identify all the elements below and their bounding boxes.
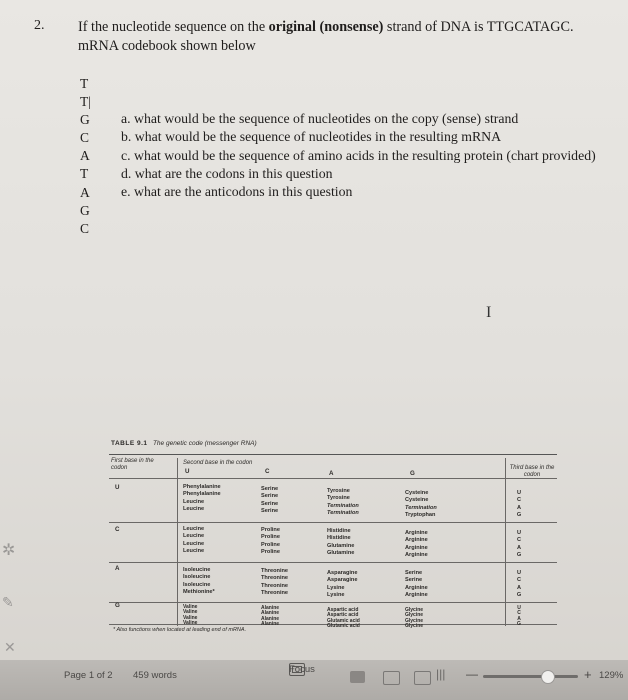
amino-acid: Glycine <box>405 617 424 624</box>
third-base: A <box>516 584 522 591</box>
codon-cell <box>405 530 428 559</box>
amino-acid: Alanine <box>261 620 280 627</box>
amino-acid: Termination <box>327 509 359 516</box>
amino-acid: Histidine <box>327 528 351 534</box>
zoom-slider-thumb[interactable] <box>541 670 555 684</box>
codon-cell <box>261 527 280 556</box>
second-base-a: A <box>329 470 334 477</box>
question-text-suffix: strand of DNA is TTGCATAGC. <box>383 19 574 35</box>
amino-acid: Glutamic acid <box>327 617 360 624</box>
codon-cell <box>327 570 357 599</box>
zoom-level[interactable]: 129% <box>599 670 624 681</box>
amino-acid: Valine <box>183 604 198 610</box>
codon-cell <box>261 606 279 627</box>
third-col-rule <box>505 458 506 626</box>
amino-acid: Termination <box>327 502 359 509</box>
codon-cell <box>183 605 197 626</box>
dna-strand-column <box>80 75 96 238</box>
amino-acid: Threonine <box>261 582 289 589</box>
first-base-header: First base in the codon <box>111 458 154 471</box>
amino-acid: Arginine <box>405 544 428 551</box>
dna-base: T <box>80 166 89 182</box>
dna-base: G <box>80 112 90 128</box>
question-text <box>78 18 618 56</box>
dna-base: A <box>80 148 90 164</box>
third-base-column <box>515 606 523 627</box>
read-mode-view-icon[interactable] <box>383 671 400 685</box>
third-base: C <box>516 537 522 544</box>
question-text-line2: mRNA codebook shown below <box>78 38 256 54</box>
amino-acid: Leucine <box>183 505 205 512</box>
amino-acid: Threonine <box>261 589 289 596</box>
amino-acid: Arginine <box>405 537 428 544</box>
sub-question-a: a. what would be the sequence of nucleotides on the copy (sense) strand <box>121 111 519 126</box>
amino-acid: Arginine <box>405 530 428 536</box>
amino-acid: Proline <box>261 548 280 555</box>
amino-acid: Glycine <box>405 607 424 613</box>
amino-acid: Phenylalanine <box>183 491 221 498</box>
amino-acid: Glutamine <box>327 549 355 556</box>
amino-acid: Histidine <box>327 535 351 542</box>
amino-acid: Serine <box>261 507 279 514</box>
second-base-header: Second base in the codon <box>183 460 253 466</box>
codon-table <box>105 410 575 660</box>
amino-acid: Serine <box>261 486 279 492</box>
amino-acid: Leucine <box>183 526 205 532</box>
amino-acid: Asparagine <box>327 577 358 584</box>
third-base: A <box>516 544 522 551</box>
dna-base: T <box>80 76 89 91</box>
amino-acid: Glycine <box>405 612 424 619</box>
dna-base: C <box>80 220 90 236</box>
table-caption-label: TABLE 9.1 <box>111 440 148 447</box>
amino-acid: Aspartic acid <box>327 612 359 619</box>
margin-cross-icon: ✕ <box>4 640 16 656</box>
amino-acid: Alanine <box>261 605 280 611</box>
third-base: C <box>516 497 522 504</box>
third-base: G <box>516 511 522 518</box>
amino-acid: Alanine <box>261 610 280 617</box>
sub-question-d: d. what are the codons in this question <box>121 165 333 181</box>
amino-acid: Arginine <box>405 591 428 598</box>
first-base-g: G <box>115 602 120 609</box>
codon-cell <box>183 484 221 513</box>
sub-question-list <box>121 110 626 201</box>
table-caption-text: The genetic code (messenger RNA) <box>152 440 257 447</box>
third-base: G <box>516 551 522 558</box>
third-base: G <box>517 620 521 627</box>
web-layout-view-icon[interactable] <box>414 671 431 685</box>
amino-acid: Methionine* <box>183 588 215 595</box>
amino-acid: Valine <box>183 609 198 616</box>
amino-acid: Glutamic acid <box>327 622 360 629</box>
third-base: U <box>516 530 522 536</box>
codon-cell <box>327 608 360 629</box>
status-bar <box>0 660 628 700</box>
dna-base: A <box>80 184 90 200</box>
third-base-column <box>515 570 523 599</box>
amino-acid: Leucine <box>183 540 205 547</box>
amino-acid: Leucine <box>183 533 205 540</box>
third-base-column <box>515 530 523 559</box>
second-base-u: U <box>185 468 190 475</box>
amino-acid: Isoleucine <box>183 567 211 573</box>
codon-cell <box>405 608 423 629</box>
first-col-rule <box>177 458 178 626</box>
second-base-c: C <box>265 468 270 475</box>
table-top-rule <box>109 454 557 455</box>
amino-acid: Tyrosine <box>327 488 350 494</box>
sub-question-c: c. what would be the sequence of amino acids in the resulting protein (chart provided) <box>121 147 596 163</box>
amino-acid: Aspartic acid <box>327 607 359 613</box>
zoom-in-button[interactable]: + <box>584 667 592 682</box>
margin-gear-icon: ✲ <box>2 540 16 559</box>
zoom-out-button[interactable]: — <box>466 667 478 681</box>
amino-acid: Arginine <box>405 584 428 591</box>
amino-acid: Leucine <box>183 498 205 505</box>
margin-pen-icon: ✎ <box>2 595 14 611</box>
table-footnote: * Also functions when located at leading end of mRNA. <box>113 627 247 633</box>
dna-base: T| <box>80 94 91 110</box>
amino-acid: Serine <box>405 577 423 584</box>
table-caption <box>111 440 257 447</box>
second-base-g: G <box>410 470 415 477</box>
amino-acid: Glycine <box>405 622 424 629</box>
third-base: U <box>517 605 521 611</box>
amino-acid: Proline <box>261 534 280 541</box>
amino-acid: Isoleucine <box>183 574 211 581</box>
amino-acid: Leucine <box>183 547 205 554</box>
third-base: A <box>516 504 522 511</box>
amino-acid: Isoleucine <box>183 581 211 588</box>
question-text-bold: original (nonsense) <box>268 19 384 35</box>
dna-base: C <box>80 130 90 146</box>
page-count[interactable]: Page 1 of 2 <box>64 670 113 681</box>
amino-acid: Serine <box>405 570 423 576</box>
print-layout-view-button[interactable] <box>350 671 365 683</box>
word-count[interactable]: 459 words <box>133 670 177 681</box>
row-rule <box>109 522 557 523</box>
row-rule <box>109 602 557 603</box>
amino-acid: Lysine <box>327 591 345 598</box>
amino-acid: Phenylalanine <box>183 484 221 490</box>
amino-acid: Cysteine <box>405 497 429 504</box>
codon-cell <box>261 568 288 597</box>
zoom-slider[interactable] <box>483 675 578 678</box>
sub-question-e: e. what are the anticodons in this question <box>121 184 353 200</box>
codon-cell <box>261 486 278 515</box>
codon-cell <box>405 570 428 599</box>
amino-acid: Threonine <box>261 568 289 574</box>
third-base: G <box>516 591 522 598</box>
amino-acid: Cysteine <box>405 490 429 496</box>
amino-acid: Threonine <box>261 575 289 582</box>
amino-acid: Proline <box>261 527 280 533</box>
amino-acid: Serine <box>261 500 279 507</box>
first-base-a: A <box>115 565 120 572</box>
view-separator: ||| <box>436 667 446 681</box>
amino-acid: Lysine <box>327 584 345 591</box>
third-base: C <box>516 577 522 584</box>
third-base: C <box>517 610 521 617</box>
dna-base: G <box>80 202 90 218</box>
third-base-header: Third base in the codon <box>509 465 555 478</box>
focus-label: Focus <box>289 663 315 675</box>
question-number: 2. <box>34 18 45 33</box>
amino-acid: Alanine <box>261 615 280 622</box>
amino-acid: Asparagine <box>327 570 358 576</box>
amino-acid: Proline <box>261 541 280 548</box>
third-base: U <box>516 490 522 496</box>
amino-acid: Serine <box>261 493 279 500</box>
amino-acid: Tryptophan <box>405 511 436 518</box>
amino-acid: Tyrosine <box>327 495 350 502</box>
codon-cell <box>183 567 215 596</box>
first-base-c: C <box>115 526 120 533</box>
row-rule <box>109 562 557 563</box>
amino-acid: Valine <box>183 619 198 626</box>
codon-cell <box>327 488 359 517</box>
amino-acid: Arginine <box>405 551 428 558</box>
sub-question-b: b. what would be the sequence of nucleotides in the resulting mRNA <box>121 129 502 145</box>
third-base: U <box>516 570 522 576</box>
amino-acid: Termination <box>405 504 437 511</box>
text-cursor-icon: I <box>486 304 492 321</box>
codon-cell <box>405 490 437 519</box>
question-text-prefix: If the nucleotide sequence on the <box>78 19 269 35</box>
amino-acid: Glutamine <box>327 542 355 549</box>
codon-cell <box>327 528 354 557</box>
third-base: A <box>517 615 521 622</box>
codon-cell <box>183 526 204 555</box>
third-base-column <box>515 490 523 519</box>
amino-acid: Valine <box>183 614 198 621</box>
first-base-u: U <box>115 484 120 491</box>
